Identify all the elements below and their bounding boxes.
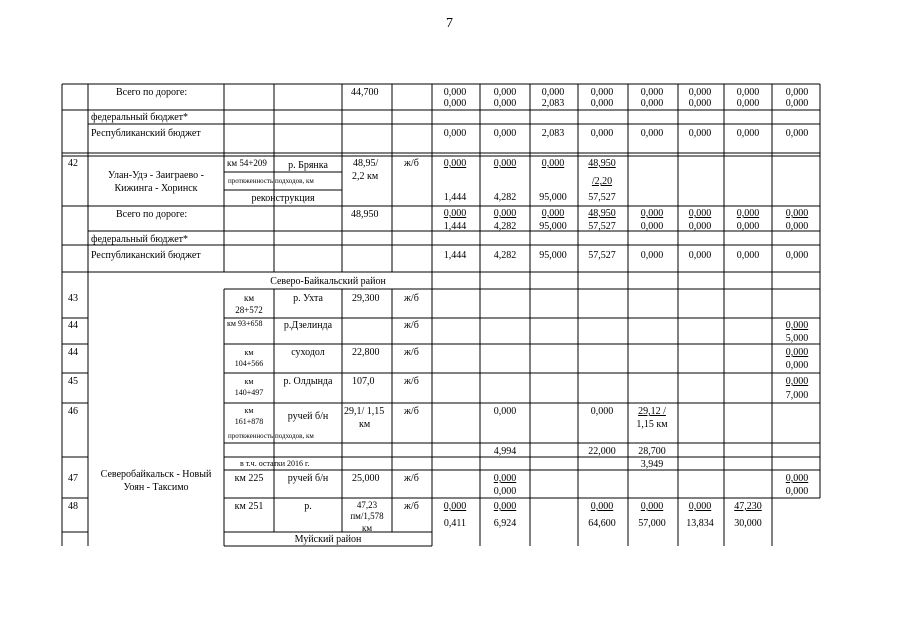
- value-cell: 0,000: [640, 128, 664, 139]
- value-cell: 57,527: [588, 221, 616, 232]
- value-cell: 30,000: [734, 518, 762, 529]
- length-value: 22,800: [352, 347, 380, 358]
- km-marker: 28+572: [235, 305, 263, 315]
- total-length: 48,950: [351, 209, 379, 220]
- value-cell: 0,000: [493, 87, 517, 98]
- value-cell: 0,000: [590, 501, 614, 512]
- value-cell: 7,000: [785, 390, 809, 401]
- value-cell: 0,000: [688, 221, 712, 232]
- value-cell: 0,000: [785, 347, 809, 358]
- value-cell: 29,12 /: [638, 406, 666, 417]
- value-cell: 47,230: [734, 501, 762, 512]
- value-cell: 0,000: [736, 87, 760, 98]
- length-value: 29,1/ 1,15: [344, 406, 385, 417]
- value-cell: 0,000: [493, 486, 517, 497]
- row-number: 46: [68, 406, 78, 417]
- km-marker: км 93+658: [227, 319, 263, 328]
- value-cell: 0,000: [785, 376, 809, 387]
- length-value: 29,300: [352, 293, 380, 304]
- value-cell: 0,000: [541, 87, 565, 98]
- value-cell: 0,000: [590, 87, 614, 98]
- length-value: 47,23: [356, 500, 378, 510]
- km-marker: 140+497: [234, 388, 264, 397]
- value-cell: 13,834: [686, 518, 714, 529]
- row-number: 43: [68, 293, 78, 304]
- value-cell: 48,950: [588, 158, 616, 169]
- row-number: 44: [68, 347, 78, 358]
- km-marker: 104+566: [234, 359, 264, 368]
- value-cell: 0,000: [640, 250, 664, 261]
- value-cell: 0,000: [640, 221, 664, 232]
- value-cell: 0,000: [493, 208, 517, 219]
- road-name: Улан-Удэ - Заиграево -: [108, 170, 204, 181]
- km-marker: км 251: [234, 501, 264, 512]
- value-cell: 0,000: [785, 250, 809, 261]
- total-length: 44,700: [351, 87, 379, 98]
- value-cell: 0,000: [688, 250, 712, 261]
- page-number: 7: [446, 16, 453, 31]
- value-cell: 0,000: [785, 98, 809, 109]
- value-cell: 0,000: [640, 208, 664, 219]
- value-cell: 0,000: [785, 87, 809, 98]
- value-cell: 1,444: [443, 221, 467, 232]
- value-cell: 0,411: [443, 518, 467, 529]
- row-number: 44: [68, 320, 78, 331]
- value-cell: 2,083: [541, 128, 565, 139]
- district-header: Северо-Байкальский район: [270, 276, 386, 287]
- value-cell: 0,000: [785, 128, 809, 139]
- value-cell: 0,000: [736, 250, 760, 261]
- row-number: 48: [68, 501, 78, 512]
- value-cell: 2,083: [541, 98, 565, 109]
- value-cell: 0,000: [736, 221, 760, 232]
- material: ж/б: [404, 376, 419, 387]
- length-value: км: [361, 524, 373, 531]
- length-value: 25,000: [352, 473, 380, 484]
- km-marker: км: [244, 377, 254, 386]
- value-cell: /2,20: [591, 176, 613, 187]
- material: ж/б: [404, 406, 419, 417]
- length-value: 107,0: [352, 376, 375, 387]
- value-cell: 57,000: [638, 518, 666, 529]
- value-cell: 1,444: [443, 250, 467, 261]
- value-cell: 0,000: [736, 128, 760, 139]
- value-cell: 0,000: [785, 360, 809, 371]
- value-cell: 4,282: [493, 192, 517, 203]
- value-cell: 0,000: [688, 128, 712, 139]
- value-cell: 95,000: [539, 192, 567, 203]
- value-cell: 0,000: [688, 98, 712, 109]
- value-cell: 0,000: [785, 208, 809, 219]
- value-cell: 0,000: [493, 406, 517, 417]
- federal-budget-label: федеральный бюджет*: [91, 234, 189, 245]
- object-name: ручей б/н: [287, 411, 329, 422]
- value-cell: 0,000: [443, 128, 467, 139]
- value-cell: 0,000: [736, 208, 760, 219]
- value-cell: 4,282: [493, 221, 517, 232]
- value-cell: 0,000: [688, 208, 712, 219]
- material: ж/б: [404, 473, 419, 484]
- value-cell: 0,000: [590, 406, 614, 417]
- row-number: 45: [68, 376, 78, 387]
- value-cell: 22,000: [588, 446, 616, 457]
- value-cell: 5,000: [785, 333, 809, 344]
- value-cell: 0,000: [640, 501, 664, 512]
- value-cell: 0,000: [493, 98, 517, 109]
- length-value: км: [359, 419, 371, 430]
- value-cell: 4,282: [493, 250, 517, 261]
- republic-budget-label: Республиканский бюджет: [91, 128, 201, 139]
- value-cell: 1,444: [443, 192, 467, 203]
- value-cell: 0,000: [493, 158, 517, 169]
- district-header: Муйский район: [294, 534, 362, 545]
- value-cell: 0,000: [493, 128, 517, 139]
- work-type: реконструкция: [251, 193, 315, 204]
- km-marker: км: [243, 293, 255, 303]
- value-cell: 0,000: [785, 486, 809, 497]
- value-cell: 28,700: [638, 446, 666, 457]
- value-cell: 0,000: [785, 473, 809, 484]
- value-cell: 0,000: [736, 98, 760, 109]
- value-cell: 57,527: [588, 192, 616, 203]
- row-number: 47: [68, 473, 78, 484]
- value-cell: 0,000: [640, 98, 664, 109]
- object-name: р.: [304, 501, 312, 512]
- remainder-note: в т.ч. остатки 2016 г.: [240, 459, 310, 468]
- value-cell: 0,000: [443, 87, 467, 98]
- value-cell: 0,000: [541, 208, 565, 219]
- road-name: Уоян - Таксимо: [123, 482, 189, 493]
- value-cell: 0,000: [688, 501, 712, 512]
- value-cell: 48,950: [588, 208, 616, 219]
- value-cell: 1,15 км: [636, 419, 668, 430]
- km-marker: 161+878: [234, 417, 264, 426]
- object-name: ручей б/н: [287, 473, 329, 484]
- km-marker: км 225: [234, 473, 264, 484]
- value-cell: 95,000: [539, 250, 567, 261]
- value-cell: 0,000: [640, 87, 664, 98]
- material: ж/б: [404, 501, 419, 512]
- length-value: 48,95/: [353, 158, 379, 169]
- row-number: 42: [68, 158, 78, 169]
- road-name: Кижинга - Хоринск: [114, 183, 198, 194]
- value-cell: 95,000: [539, 221, 567, 232]
- value-cell: 0,000: [443, 98, 467, 109]
- object-name: р. Олдында: [283, 376, 333, 387]
- value-cell: 0,000: [590, 128, 614, 139]
- value-cell: 0,000: [688, 87, 712, 98]
- value-cell: 0,000: [785, 320, 809, 331]
- value-cell: 0,000: [493, 473, 517, 484]
- republic-budget-label: Республиканский бюджет: [91, 250, 201, 261]
- length-value: пм/1,578: [350, 511, 384, 521]
- federal-budget-label: федеральный бюджет*: [91, 112, 189, 123]
- km-marker: км: [244, 348, 254, 357]
- material: ж/б: [404, 158, 419, 169]
- km-marker: км 54+209: [227, 158, 267, 168]
- value-cell: 57,527: [588, 250, 616, 261]
- object-name: р. Брянка: [288, 160, 328, 171]
- approach-note: протяженность подходов, км: [228, 432, 314, 440]
- total-label: Всего по дороге:: [116, 209, 188, 220]
- value-cell: 64,600: [588, 518, 616, 529]
- road-name: Северобайкальск - Новый: [100, 469, 212, 480]
- total-label: Всего по дороге:: [116, 87, 188, 98]
- km-marker: км: [244, 406, 254, 415]
- approach-note: протяженность подходов, км: [228, 177, 314, 185]
- value-cell: 4,994: [493, 446, 517, 457]
- value-cell: 0,000: [541, 158, 565, 169]
- value-cell: 0,000: [785, 221, 809, 232]
- value-cell: 3,949: [640, 459, 664, 470]
- value-cell: 0,000: [443, 501, 467, 512]
- object-name: р.Дзелинда: [283, 320, 333, 331]
- value-cell: 0,000: [443, 208, 467, 219]
- length-value: 2,2 км: [352, 171, 379, 182]
- material: ж/б: [404, 320, 419, 331]
- object-name: р. Ухта: [293, 293, 323, 304]
- value-cell: 0,000: [590, 98, 614, 109]
- material: ж/б: [404, 347, 419, 358]
- value-cell: 0,000: [493, 501, 517, 512]
- object-name: суходол: [291, 347, 325, 358]
- value-cell: 0,000: [443, 158, 467, 169]
- value-cell: 6,924: [493, 518, 517, 529]
- material: ж/б: [404, 293, 419, 304]
